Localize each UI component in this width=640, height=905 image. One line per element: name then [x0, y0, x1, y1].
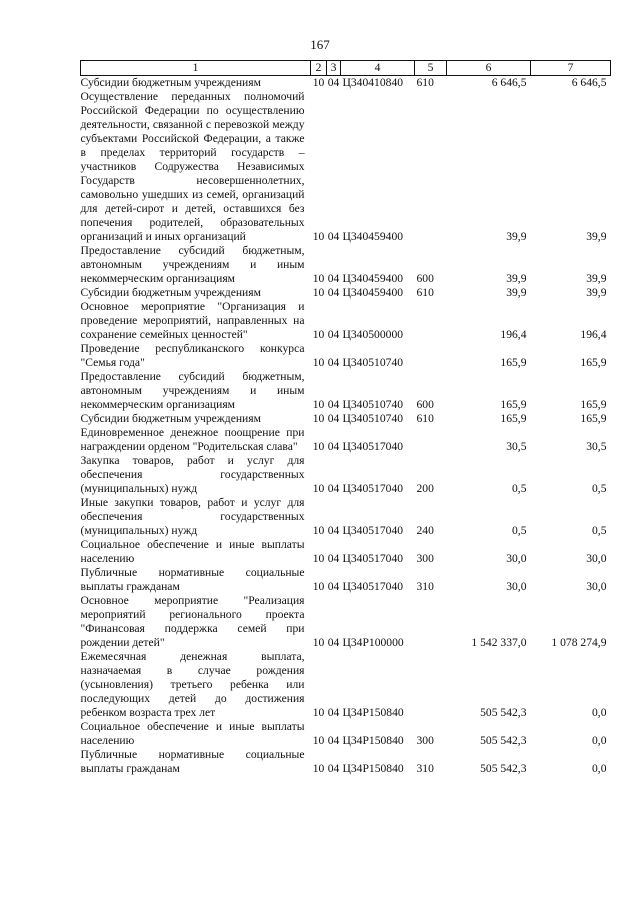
row-section: 10	[312, 230, 325, 243]
row-amount-year1: 30,0	[506, 552, 527, 565]
row-amount-year1: 30,5	[506, 440, 527, 453]
row-expense-type	[415, 594, 447, 650]
row-subsection: 04	[327, 580, 340, 593]
row-amount-year2: 196,4	[580, 328, 607, 341]
table-row	[81, 454, 611, 496]
row-target-article: Ц340459400	[342, 230, 404, 243]
row-section: 10	[312, 524, 325, 537]
row-target-article: Ц340517040	[342, 552, 404, 565]
row-subsection: 04	[327, 706, 340, 719]
row-subsection: 04	[327, 272, 340, 285]
row-amount-year1: 0,5	[512, 524, 527, 537]
row-target-article: Ц340510740	[342, 412, 404, 425]
row-subsection: 04	[327, 734, 340, 747]
row-subsection: 04	[327, 398, 340, 411]
row-name: Проведение республиканского конкурса "Семья года"	[80, 342, 305, 369]
row-section: 10	[312, 734, 325, 747]
row-section: 10	[312, 482, 325, 495]
table-row	[81, 538, 611, 566]
row-amount-year1: 165,9	[500, 398, 527, 411]
table-row	[81, 342, 611, 370]
row-expense-type	[415, 90, 447, 244]
row-name: Предоставление субсидий бюджетным, автономным учреждениям и иным некоммерческим организациям	[80, 370, 305, 411]
row-section: 10	[312, 580, 325, 593]
row-expense-type: 310	[416, 762, 434, 775]
row-subsection: 04	[327, 328, 340, 341]
table-row	[81, 286, 611, 300]
row-section: 10	[312, 636, 325, 649]
header-cell: 2	[311, 61, 327, 76]
row-name: Единовременное денежное поощрение при награждении орденом "Родительская слава"	[80, 426, 305, 453]
row-amount-year2: 39,9	[586, 286, 607, 299]
header-cell: 4	[341, 61, 415, 76]
row-name: Субсидии бюджетным учреждениям	[80, 76, 261, 89]
table-row	[81, 426, 611, 454]
row-section: 10	[312, 76, 325, 89]
table-row	[81, 594, 611, 650]
row-subsection: 04	[327, 440, 340, 453]
row-amount-year1: 505 542,3	[480, 762, 527, 775]
row-amount-year2: 1 078 274,9	[551, 636, 607, 649]
page-number: 167	[310, 37, 330, 52]
row-expense-type: 300	[416, 734, 434, 747]
row-amount-year1: 6 646,5	[491, 76, 527, 89]
row-amount-year1: 165,9	[500, 412, 527, 425]
row-amount-year2: 0,0	[592, 706, 607, 719]
table-row	[81, 300, 611, 342]
row-subsection: 04	[327, 482, 340, 495]
row-amount-year2: 39,9	[586, 272, 607, 285]
header-cell: 6	[447, 61, 531, 76]
row-amount-year2: 165,9	[580, 356, 607, 369]
row-name: Предоставление субсидий бюджетным, автономным учреждениям и иным некоммерческим организациям	[80, 244, 305, 285]
row-amount-year1: 39,9	[506, 272, 527, 285]
row-expense-type: 600	[416, 272, 434, 285]
row-amount-year2: 0,5	[592, 524, 607, 537]
row-amount-year1: 1 542 337,0	[471, 636, 527, 649]
row-subsection: 04	[327, 762, 340, 775]
table-row	[81, 650, 611, 720]
row-expense-type: 310	[416, 580, 434, 593]
table-row	[81, 370, 611, 412]
row-name: Субсидии бюджетным учреждениям	[80, 412, 261, 425]
row-subsection: 04	[327, 552, 340, 565]
row-target-article: Ц340517040	[342, 482, 404, 495]
row-target-article: Ц340517040	[342, 440, 404, 453]
row-subsection: 04	[327, 286, 340, 299]
row-expense-type: 600	[416, 398, 434, 411]
row-amount-year2: 165,9	[580, 412, 607, 425]
row-target-article: Ц340517040	[342, 580, 404, 593]
row-target-article: Ц340459400	[342, 286, 404, 299]
row-amount-year1: 39,9	[506, 230, 527, 243]
row-name: Субсидии бюджетным учреждениям	[80, 286, 261, 299]
table-row	[81, 720, 611, 748]
row-expense-type: 200	[416, 482, 434, 495]
row-section: 10	[312, 356, 325, 369]
row-amount-year2: 39,9	[586, 230, 607, 243]
row-amount-year2: 165,9	[580, 398, 607, 411]
row-name: Ежемесячная денежная выплата, назначаемая в случае рождения (усыновления) третьего ребенка или последующих детей до достижения ребенком возраста трех лет	[80, 650, 305, 719]
row-amount-year2: 30,0	[586, 552, 607, 565]
row-target-article: Ц34Р150840	[342, 762, 404, 775]
row-target-article: Ц340510740	[342, 356, 404, 369]
row-expense-type	[415, 300, 447, 342]
row-subsection: 04	[327, 524, 340, 537]
header-cell: 1	[81, 61, 311, 76]
header-cell: 5	[415, 61, 447, 76]
row-amount-year1: 39,9	[506, 286, 527, 299]
row-subsection: 04	[327, 76, 340, 89]
row-expense-type: 610	[416, 76, 434, 89]
row-section: 10	[312, 440, 325, 453]
table-row	[81, 566, 611, 594]
budget-table	[80, 60, 611, 776]
row-target-article: Ц34Р150840	[342, 706, 404, 719]
row-name: Социальное обеспечение и иные выплаты населению	[80, 720, 305, 747]
row-expense-type	[415, 342, 447, 370]
row-name: Публичные нормативные социальные выплаты гражданам	[80, 748, 305, 775]
row-amount-year2: 0,0	[592, 734, 607, 747]
header-cell: 7	[531, 61, 611, 76]
row-name: Иные закупки товаров, работ и услуг для обеспечения государственных (муниципальных) нужд	[80, 496, 305, 537]
row-subsection: 04	[327, 412, 340, 425]
table-row	[81, 412, 611, 426]
row-amount-year2: 30,0	[586, 580, 607, 593]
row-section: 10	[312, 706, 325, 719]
row-amount-year1: 196,4	[500, 328, 527, 341]
table-row	[81, 496, 611, 538]
row-name: Осуществление переданных полномочий Российской Федерации по осуществлению деятельности, связанной с перевозкой между субъектами Российской Федерации, а также в пределах территорий государств – участников Содружества Независимых Государств несовершеннолетних, самовольно ушедших из семей, организаций для детей-сирот и детей, оставшихся без попечения родителей, образовательных организаций и иных организаций	[80, 90, 305, 243]
row-target-article: Ц34Р150840	[342, 734, 404, 747]
row-amount-year2: 0,5	[592, 482, 607, 495]
row-section: 10	[312, 552, 325, 565]
row-target-article: Ц34Р100000	[342, 636, 404, 649]
table-row	[81, 244, 611, 286]
row-expense-type: 300	[416, 552, 434, 565]
row-expense-type: 240	[416, 524, 434, 537]
row-amount-year2: 0,0	[592, 762, 607, 775]
row-section: 10	[312, 286, 325, 299]
row-expense-type: 610	[416, 286, 434, 299]
row-target-article: Ц340459400	[342, 272, 404, 285]
table-row	[81, 748, 611, 776]
row-name: Закупка товаров, работ и услуг для обеспечения государственных (муниципальных) нужд	[80, 454, 305, 495]
row-amount-year1: 0,5	[512, 482, 527, 495]
row-expense-type	[415, 650, 447, 720]
table-header-row	[81, 61, 611, 76]
row-name: Публичные нормативные социальные выплаты гражданам	[80, 566, 305, 593]
row-name: Основное мероприятие "Реализация мероприятий регионального проекта "Финансовая поддержка семей при рождении детей"	[80, 594, 305, 649]
row-expense-type	[415, 426, 447, 454]
row-section: 10	[312, 272, 325, 285]
row-amount-year1: 165,9	[500, 356, 527, 369]
row-expense-type: 610	[416, 412, 434, 425]
row-amount-year1: 505 542,3	[480, 734, 527, 747]
table-row	[81, 76, 611, 91]
row-subsection: 04	[327, 356, 340, 369]
header-cell: 3	[327, 61, 341, 76]
row-section: 10	[312, 328, 325, 341]
row-subsection: 04	[327, 636, 340, 649]
row-amount-year1: 30,0	[506, 580, 527, 593]
row-subsection: 04	[327, 230, 340, 243]
row-section: 10	[312, 762, 325, 775]
table-row	[81, 90, 611, 244]
row-target-article: Ц340510740	[342, 398, 404, 411]
row-section: 10	[312, 412, 325, 425]
row-name: Основное мероприятие "Организация и проведение мероприятий, направленных на сохранение семейных ценностей"	[80, 300, 305, 341]
row-target-article: Ц340500000	[342, 328, 404, 341]
row-amount-year2: 6 646,5	[571, 76, 607, 89]
row-target-article: Ц340410840	[342, 76, 404, 89]
table-body	[81, 76, 611, 777]
row-amount-year2: 30,5	[586, 440, 607, 453]
row-amount-year1: 505 542,3	[480, 706, 527, 719]
row-target-article: Ц340517040	[342, 524, 404, 537]
row-name: Социальное обеспечение и иные выплаты населению	[80, 538, 305, 565]
row-section: 10	[312, 398, 325, 411]
